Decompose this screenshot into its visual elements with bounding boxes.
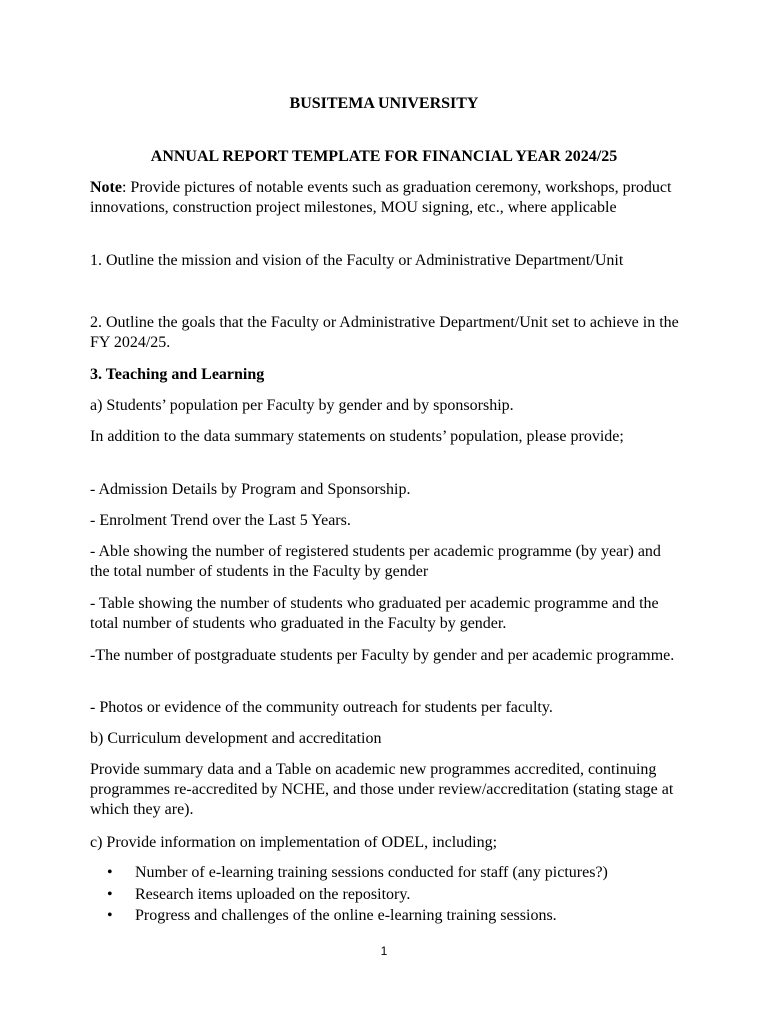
section-3b-text: Provide summary data and a Table on academic new programmes accredited, continuing programmes re-accredited by NCHE, and those under review/accreditation (stating stage at which they are). <box>90 761 674 818</box>
list-item <box>90 906 680 928</box>
section-2: 2. Outline the goals that the Faculty or Administrative Department/Unit set to achieve in the FY 2024/25. <box>90 314 679 351</box>
university-name: BUSITEMA UNIVERSITY <box>289 95 479 112</box>
section-1: 1. Outline the mission and vision of the Faculty or Administrative Department/Unit <box>90 252 624 269</box>
section-3-heading: 3. Teaching and Learning <box>90 366 265 383</box>
intro-paragraph: In addition to the data summary statements on students’ population, please provide; <box>90 428 624 445</box>
list-item: - Photos or evidence of the community outreach for students per faculty. <box>90 699 553 716</box>
bullet-text: Number of e-learning training sessions conducted for staff (any pictures?) <box>135 864 608 881</box>
note-label: Note <box>90 179 122 196</box>
note-paragraph <box>90 178 680 218</box>
bullet-text: Research items uploaded on the repository. <box>135 885 411 903</box>
bullet-icon: • <box>107 864 113 881</box>
bullet-icon: • <box>107 907 113 924</box>
list-item: - Able showing the number of registered students per academic programme (by year) and the total number of students in the Faculty by gender <box>90 543 661 580</box>
bullet-list <box>90 863 680 928</box>
bullet-icon: • <box>107 885 113 903</box>
list-item: - Table showing the number of students who graduated per academic programme and the total number of students who graduated in the Faculty by gender. <box>90 595 659 632</box>
section-3b: b) Curriculum development and accreditation <box>90 730 382 747</box>
note-text: : Provide pictures of notable events such as graduation ceremony, workshops, product innovations, construction project milestones, MOU signing, etc., where applicable <box>90 179 672 216</box>
page-number: 1 <box>380 944 388 958</box>
list-item: - Enrolment Trend over the Last 5 Years. <box>90 512 351 529</box>
bullet-text: Progress and challenges of the online e-learning training sessions. <box>135 907 557 924</box>
list-item <box>90 885 680 907</box>
list-item: -The number of postgraduate students per Faculty by gender and per academic programme. <box>90 647 675 664</box>
section-3a: a) Students’ population per Faculty by gender and by sponsorship. <box>90 397 514 414</box>
section-3c: c) Provide information on implementation of ODEL, including; <box>90 834 498 851</box>
list-item: - Admission Details by Program and Sponsorship. <box>90 481 411 498</box>
list-item <box>90 863 680 885</box>
report-title: ANNUAL REPORT TEMPLATE FOR FINANCIAL YEAR 2024/25 <box>150 148 618 165</box>
